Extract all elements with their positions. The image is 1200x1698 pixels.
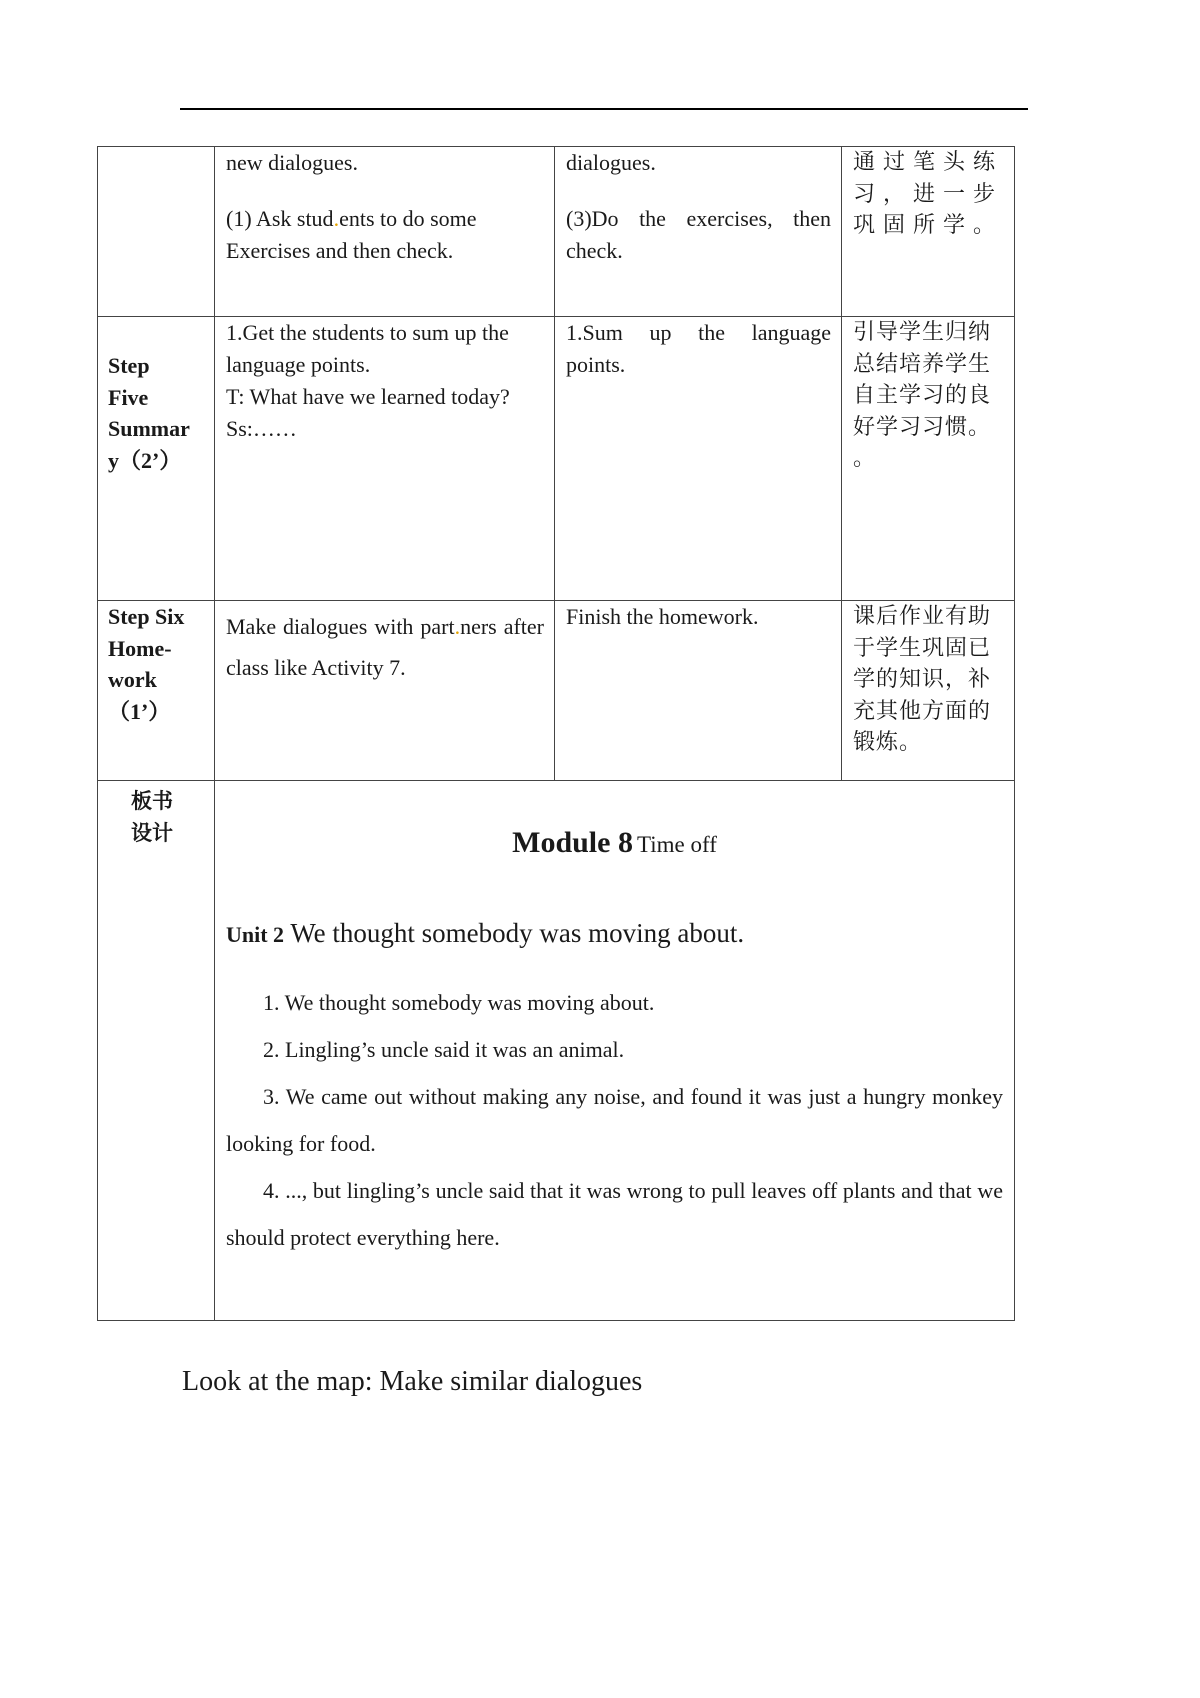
student-line: 1.Sum up the language points. [566, 320, 831, 377]
step-label: Step Six [108, 604, 185, 629]
board-label-cell [98, 781, 215, 1321]
unit-title: Unit 2 We thought somebody was moving about. [226, 918, 745, 948]
marker-dot: . [454, 614, 461, 639]
student-line: Finish the homework. [566, 604, 759, 629]
board-design-cell [215, 781, 1015, 1321]
key-sentences [226, 979, 1003, 1261]
student-line: (3)Do the exercises, then check. [566, 206, 831, 263]
student-activity-summary [555, 317, 842, 601]
purpose-text: 课后作业有助于学生巩固已学的知识，补充其他方面的锻炼。 [853, 604, 992, 755]
teacher-line: Ss:…… [226, 416, 297, 441]
teacher-activity-practice [215, 147, 555, 317]
student-activity-practice [555, 147, 842, 317]
teacher-line: Make dialogues with part.ners after class like Activity 7. [226, 614, 544, 680]
purpose-text: 通过笔头练习，进一步巩固所学。 [853, 150, 1004, 238]
board-label: 设计 [131, 821, 173, 845]
map-instruction: Look at the map: Make similar dialogues [182, 1366, 643, 1397]
purpose-text: 。 [853, 446, 877, 471]
key-sentence: 3. We came out without making any noise, and found it was just a hungry monkey looking for food. [226, 1084, 1003, 1156]
key-sentence: 4. ..., but lingling’s uncle said that it was wrong to pull leaves off plants and that we should protect everything here. [226, 1178, 1003, 1250]
step-label: Summar [108, 416, 190, 441]
student-activity-homework [555, 601, 842, 781]
board-label: 板书 [131, 789, 173, 813]
teacher-line: new dialogues. [226, 150, 358, 175]
step-label: Step [108, 353, 150, 378]
lesson-plan-table [97, 146, 1015, 1321]
teacher-line: (1) Ask stud.ents to do some [226, 206, 477, 231]
teacher-line: Exercises and then check. [226, 238, 454, 263]
teacher-activity-summary [215, 317, 555, 601]
step-label: Home- [108, 635, 172, 661]
teacher-activity-homework [215, 601, 555, 781]
table-row-summary [98, 317, 1015, 601]
step-cell-practice [98, 147, 215, 317]
table-row-board [98, 781, 1015, 1321]
student-line: dialogues. [566, 150, 656, 175]
step-cell-homework [98, 601, 215, 781]
key-sentence: 1. We thought somebody was moving about. [263, 990, 655, 1015]
teacher-line: 1.Get the students to sum up the language points. [226, 320, 509, 377]
marker-dot: . [333, 206, 340, 231]
table-row-practice [98, 147, 1015, 317]
key-sentence: 2. Lingling’s uncle said it was an animal. [263, 1037, 625, 1062]
step-label: y（2’） [108, 447, 182, 473]
purpose-practice [842, 147, 1015, 317]
step-label: Five [108, 384, 149, 410]
step-label: work [108, 667, 157, 692]
purpose-text: 引导学生归纳总结培养学生自主学习的良好学习习惯。 [853, 320, 992, 440]
purpose-homework [842, 601, 1015, 781]
step-label: （1’） [108, 698, 171, 724]
module-title: Module 8 Time off [512, 826, 717, 859]
step-cell-summary [98, 317, 215, 601]
purpose-summary [842, 317, 1015, 601]
header-rule [180, 108, 1028, 110]
teacher-line: T: What have we learned today? [226, 384, 510, 409]
table-row-homework [98, 601, 1015, 781]
